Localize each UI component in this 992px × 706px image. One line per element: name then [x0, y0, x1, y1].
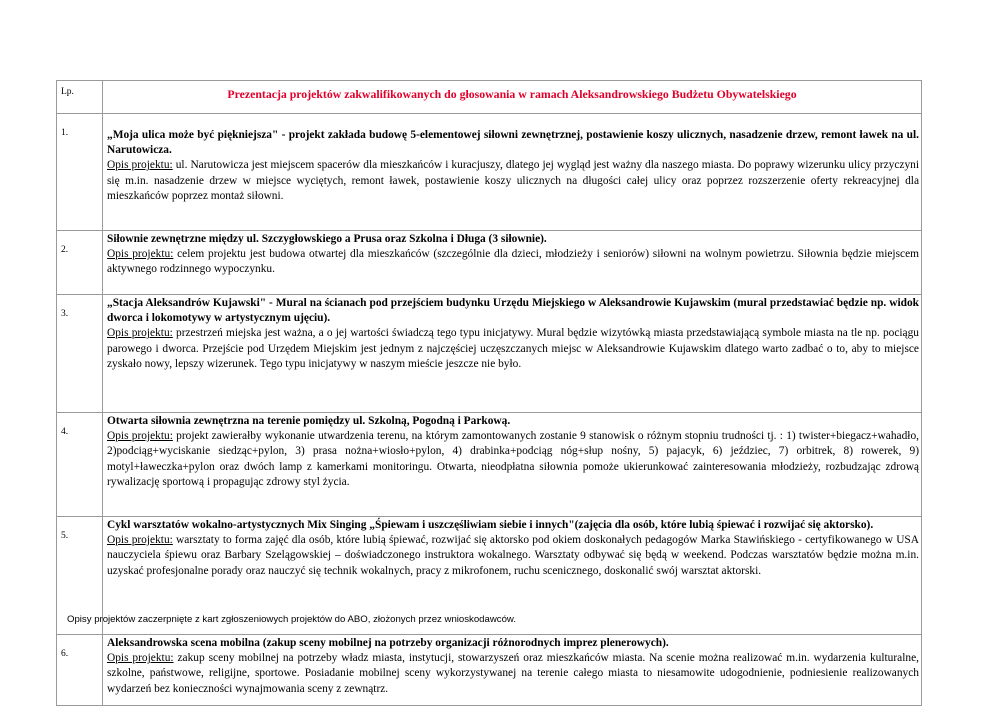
project-cell [103, 295, 922, 413]
project-cell [103, 114, 922, 231]
lp-header: Lp. [57, 81, 103, 114]
row-number: 5. [57, 517, 103, 635]
project-cell [103, 635, 922, 706]
projects-table [56, 80, 922, 706]
row-number: 4. [57, 413, 103, 517]
project-title: Siłownie zewnętrzne między ul. Szczygłowskiego a Prusa oraz Szkolna i Długa (3 siłownie). [107, 233, 547, 245]
project-cell [103, 231, 922, 295]
table-row [57, 635, 922, 706]
table-row [57, 231, 922, 295]
row-number: 2. [57, 231, 103, 295]
description-label: Opis projektu: [107, 327, 173, 340]
project-description: przestrzeń miejska jest ważna, a o jej wartości świadczą tego typu inicjatywy. Mural będzie wizytówką miasta przedstawiającą symbole miasta na tle np. pociągu parowego i dworca. Przejście pod Urzędem Miejskim jest jednym z najczęściej uczęszczanych miejsc w Aleksandrowie Kujawskim dlatego warto zadbać o to, aby to miejsce zyskało nowy, lepszy wizerunek. Tego typu inicjatywy w naszym mieście jeszcze nie było. [107, 327, 919, 370]
row-number: 6. [57, 635, 103, 706]
project-title: „Moja ulica może być piękniejsza" - projekt zakłada budowę 5-elementowej siłowni zewnętrznej, postawienie koszy ulicznych, nasadzenie drzew, remont ławek na ul. Narutowicza. [107, 129, 919, 157]
project-title: Otwarta siłownia zewnętrzna na terenie pomiędzy ul. Szkolną, Pogodną i Parkową. [107, 415, 511, 427]
project-description: celem projektu jest budowa otwartej dla mieszkańców (szczególnie dla dzieci, młodzieży i seniorów) siłowni na wolnym powietrzu. Siłownia będzie miejscem aktywnego rodzinnego wypoczynku. [107, 248, 919, 276]
description-label: Opis projektu: [107, 430, 173, 443]
project-description: projekt zawierałby wykonanie utwardzenia terenu, na którym zamontowanych zostanie 9 stanowisk o różnym stopniu trudności tj. : 1) twister+biegacz+wahadło, 2)podciąg+wyciskanie siedząc+pylon, 3) prasa nożna+wiosło+pylon, 4) drabinka+podciąg nóg+słup nośny, 5) pajacyk, 6) jeździec, 7) orbitrek, 8) rowerek, 9) motyl+ławeczka+pylon oraz dwóch lamp z kamerkami monitoringu. Otwarta, nieodpłatna siłownia pomoże ukierunkować zainteresowania młodzieży, rozbudzając zdrową rywalizację sportową i propagując zdrowy styl życia. [107, 430, 919, 488]
row-number: 3. [57, 295, 103, 413]
description-label: Opis projektu: [107, 159, 173, 172]
project-description: zakup sceny mobilnej na potrzeby władz miasta, instytucji, stowarzyszeń oraz mieszkańców miasta. Na scenie można realizować m.in. wydarzenia kulturalne, szkolne, państwowe, religijne, sportowe. Posiadanie mobilnej sceny wykorzystywanej na terenie całego miasta to niesamowite udogodnienie, podniesienie realizowanych wydarzeń bez konieczności wynajmowania sceny z zewnątrz. [107, 652, 919, 695]
project-cell [103, 413, 922, 517]
project-title: „Stacja Aleksandrów Kujawski" - Mural na ścianach pod przejściem budynku Urzędu Miejskiego w Aleksandrowie Kujawskim (mural przedstawiać będzie np. widok dworca i lokomotywy w artystycznym ujęciu). [107, 297, 919, 325]
table-row [57, 413, 922, 517]
project-title: Cykl warsztatów wokalno-artystycznych Mix Singing „Śpiewam i uszczęśliwiam siebie i innych"(zajęcia dla osób, które lubią śpiewać i rozwijać się aktorsko). [107, 519, 874, 531]
footnote: Opisy projektów zaczerpnięte z kart zgłoszeniowych projektów do ABO, złożonych przez wnioskodawców. [67, 614, 516, 625]
table-row [57, 295, 922, 413]
project-description: ul. Narutowicza jest miejscem spacerów dla mieszkańców i kuracjuszy, dlatego jej wygląd jest ważny dla naszego miasta. Do poprawy wizerunku ulicy przyczyni się m.in. nasadzenie drzew w miejsce wyciętych, remont ławek, postawienie koszy ulicznych na długości całej ulicy oraz poprzez rozszerzenie oferty rekreacyjnej dla mieszkańców poprzez montaż siłowni. [107, 159, 920, 202]
description-label: Opis projektu: [107, 534, 173, 547]
description-label: Opis projektu: [107, 248, 174, 261]
project-description: warsztaty to forma zajęć dla osób, które lubią śpiewać, rozwijać się aktorsko pod okiem doskonałych pedagogów Marka Stawińskiego - certyfikowanego w USA nauczyciela śpiewu oraz Barbary Szelągowskiej – doświadczonego instruktora wokalnego. Warsztaty odbywać się będą w weekend. Podczas warsztatów będzie można m.in. uzyskać profesjonalne porady oraz nauczyć się technik wokalnych, pracy z mikrofonem, ruchu scenicznego, doskonalić swój warsztat aktorski. [107, 534, 919, 577]
description-label: Opis projektu: [107, 652, 174, 665]
table-title: Prezentacja projektów zakwalifikowanych do głosowania w ramach Aleksandrowskiego Budżetu Obywatelskiego [103, 81, 922, 114]
project-title: Aleksandrowska scena mobilna (zakup sceny mobilnej na potrzeby organizacji różnorodnych imprez plenerowych). [107, 637, 669, 649]
table-header-row [57, 81, 922, 114]
table-row [57, 114, 922, 231]
row-number: 1. [57, 114, 103, 231]
